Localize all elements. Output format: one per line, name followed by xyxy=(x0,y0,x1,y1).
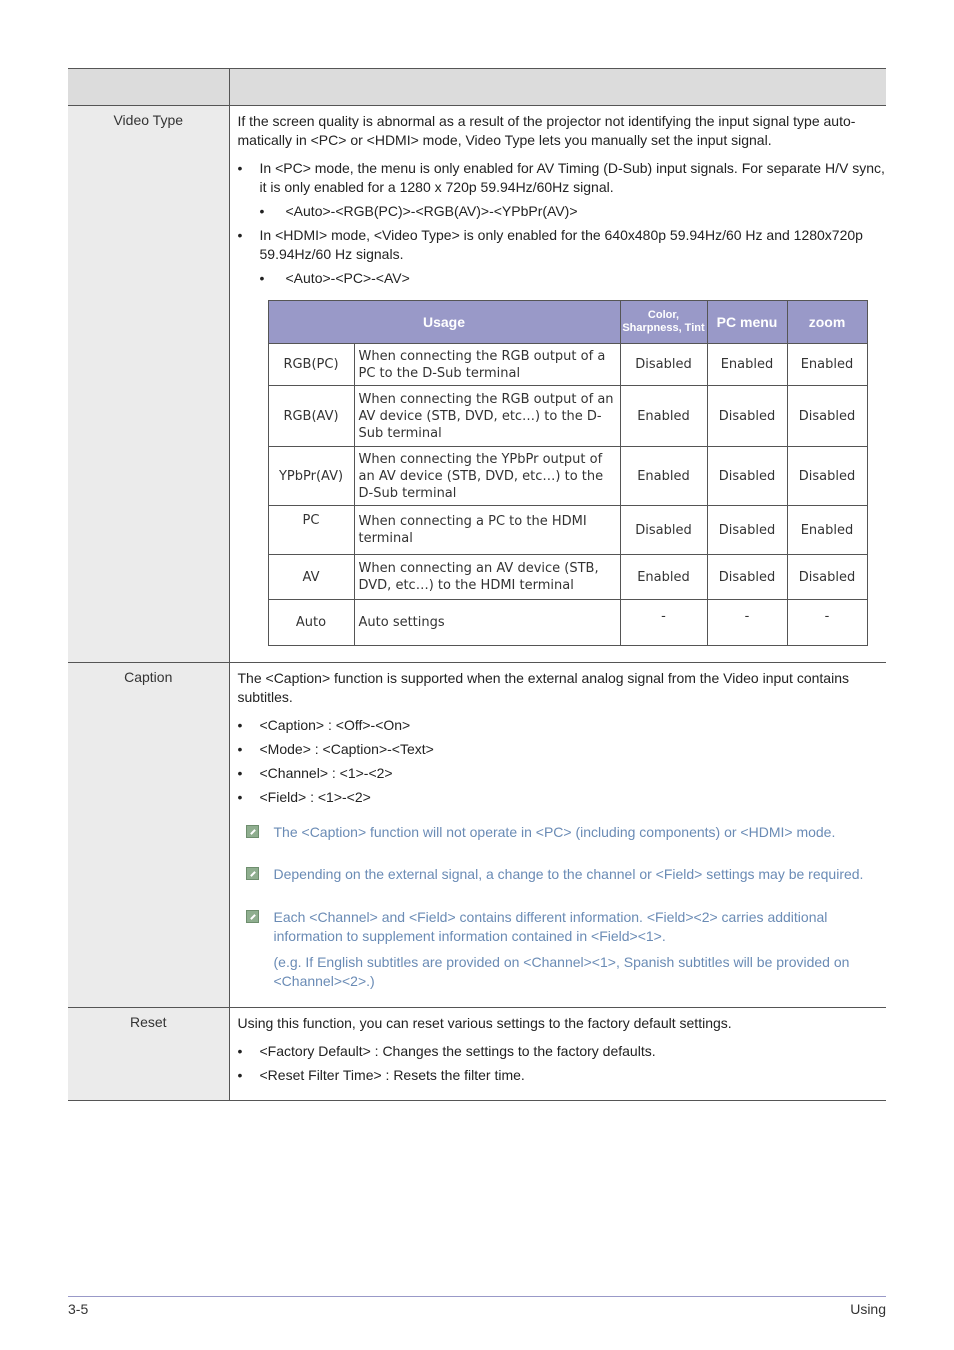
table-cell: Disabled xyxy=(787,386,867,447)
page-number: 3-5 xyxy=(68,1301,89,1317)
row-label: Reset xyxy=(68,1008,229,1101)
list-item: • <Mode> : <Caption>-<Text> xyxy=(238,740,887,759)
usage-header: PC menu xyxy=(707,301,787,344)
row-content xyxy=(229,1008,886,1101)
table-header-row xyxy=(68,69,886,106)
table-row xyxy=(268,386,867,447)
table-cell: Enabled xyxy=(620,386,707,447)
table-cell: Enabled xyxy=(787,506,867,555)
table-cell: Auto xyxy=(268,600,354,646)
video-type-bullets xyxy=(238,159,887,288)
table-cell: Disabled xyxy=(787,447,867,506)
note-icon xyxy=(246,910,259,923)
table-cell: Disabled xyxy=(707,386,787,447)
note-icon xyxy=(246,825,259,838)
row-caption xyxy=(68,663,886,1008)
table-cell: Enabled xyxy=(787,344,867,386)
video-type-intro: If the screen quality is abnormal as a result of the projector not identifying the input signal type auto-matically in <PC> or <HDMI> mode, Video Type lets you manually set the input signal. xyxy=(237,113,856,148)
list-item: • <Caption> : <Off>-<On> xyxy=(238,716,887,735)
table-cell: Disabled xyxy=(707,447,787,506)
caption-intro: The <Caption> function is supported when the external analog signal from the Video input contains subtitles. xyxy=(237,670,849,705)
table-cell: Disabled xyxy=(787,555,867,600)
caption-bullets xyxy=(238,716,887,807)
note-text: The <Caption> function will not operate in <PC> (including components) or <HDMI> mode. xyxy=(273,824,836,840)
usage-header: zoom xyxy=(787,301,867,344)
table-cell: When connecting a PC to the HDMI terminal xyxy=(354,506,620,555)
note xyxy=(238,823,887,842)
row-reset xyxy=(68,1008,886,1101)
table-cell: Enabled xyxy=(620,447,707,506)
table-cell: - xyxy=(620,600,707,646)
table-cell: PC xyxy=(268,506,354,555)
table-cell: When connecting the RGB output of a PC to the D-Sub terminal xyxy=(354,344,620,386)
row-video-type xyxy=(68,106,886,663)
usage-header: Usage xyxy=(268,301,620,344)
table-cell: When connecting the RGB output of an AV device (STB, DVD, etc…) to the D-Sub terminal xyxy=(354,386,620,447)
footer-divider xyxy=(68,1296,886,1297)
row-label: Caption xyxy=(68,663,229,1008)
table-cell: AV xyxy=(268,555,354,600)
table-cell: RGB(AV) xyxy=(268,386,354,447)
list-item: • In <PC> mode, the menu is only enabled for AV Timing (D-Sub) input signals. For separate H/V sync, it is only enabled for a 1280 x 720p 59.94Hz/60Hz signal. xyxy=(238,159,887,197)
usage-header: Color, Sharpness, Tint xyxy=(620,301,707,344)
list-item: • <Factory Default> : Changes the settings to the factory defaults. xyxy=(238,1042,887,1061)
table-cell: - xyxy=(787,600,867,646)
reset-bullets xyxy=(238,1042,887,1085)
header-cell-label xyxy=(68,69,229,106)
row-content xyxy=(229,106,886,663)
table-row xyxy=(268,600,867,646)
table-cell: - xyxy=(707,600,787,646)
table-cell: Enabled xyxy=(707,344,787,386)
list-item: • <Channel> : <1>-<2> xyxy=(238,764,887,783)
table-cell: Disabled xyxy=(620,344,707,386)
note-icon xyxy=(246,867,259,880)
list-item: • In <HDMI> mode, <Video Type> is only enabled for the 640x480p 59.94Hz/60 Hz and 1280x720p 59.94Hz/60 Hz signals. xyxy=(238,226,887,264)
table-cell: Enabled xyxy=(620,555,707,600)
table-cell: Auto settings xyxy=(354,600,620,646)
table-cell: When connecting an AV device (STB, DVD, etc…) to the HDMI terminal xyxy=(354,555,620,600)
reset-intro: Using this function, you can reset various settings to the factory default settings. xyxy=(237,1015,732,1031)
table-row xyxy=(268,344,867,386)
row-content xyxy=(229,663,886,1008)
list-item: • <Reset Filter Time> : Resets the filter time. xyxy=(238,1066,887,1085)
note xyxy=(238,908,887,946)
note-text: Depending on the external signal, a change to the channel or <Field> settings may be required. xyxy=(273,866,864,882)
table-cell: Disabled xyxy=(620,506,707,555)
usage-header-row xyxy=(268,301,867,344)
list-item: • <Auto>-<PC>-<AV> xyxy=(238,269,887,288)
header-cell-content xyxy=(229,69,886,106)
table-cell: Disabled xyxy=(707,555,787,600)
note-extra: (e.g. If English subtitles are provided on <Channel><1>, Spanish subtitles will be provided on <Channel><2>.) xyxy=(273,954,850,989)
table-cell: When connecting the YPbPr output of an AV device (STB, DVD, etc…) to the D-Sub terminal xyxy=(354,447,620,506)
table-cell: RGB(PC) xyxy=(268,344,354,386)
table-row xyxy=(268,506,867,555)
note xyxy=(238,865,887,884)
section-name: Using xyxy=(850,1301,886,1317)
list-item: • <Auto>-<RGB(PC)>-<RGB(AV)>-<YPbPr(AV)> xyxy=(238,202,887,221)
list-item: • <Field> : <1>-<2> xyxy=(238,788,887,807)
usage-table xyxy=(268,300,868,646)
table-cell: YPbPr(AV) xyxy=(268,447,354,506)
row-label: Video Type xyxy=(68,106,229,663)
settings-table xyxy=(68,68,886,1101)
table-row xyxy=(268,447,867,506)
note-text: Each <Channel> and <Field> contains different information. <Field><2> carries additional information to supplement information contained in <Field><1>. xyxy=(273,909,828,944)
table-cell: Disabled xyxy=(707,506,787,555)
table-row xyxy=(268,555,867,600)
